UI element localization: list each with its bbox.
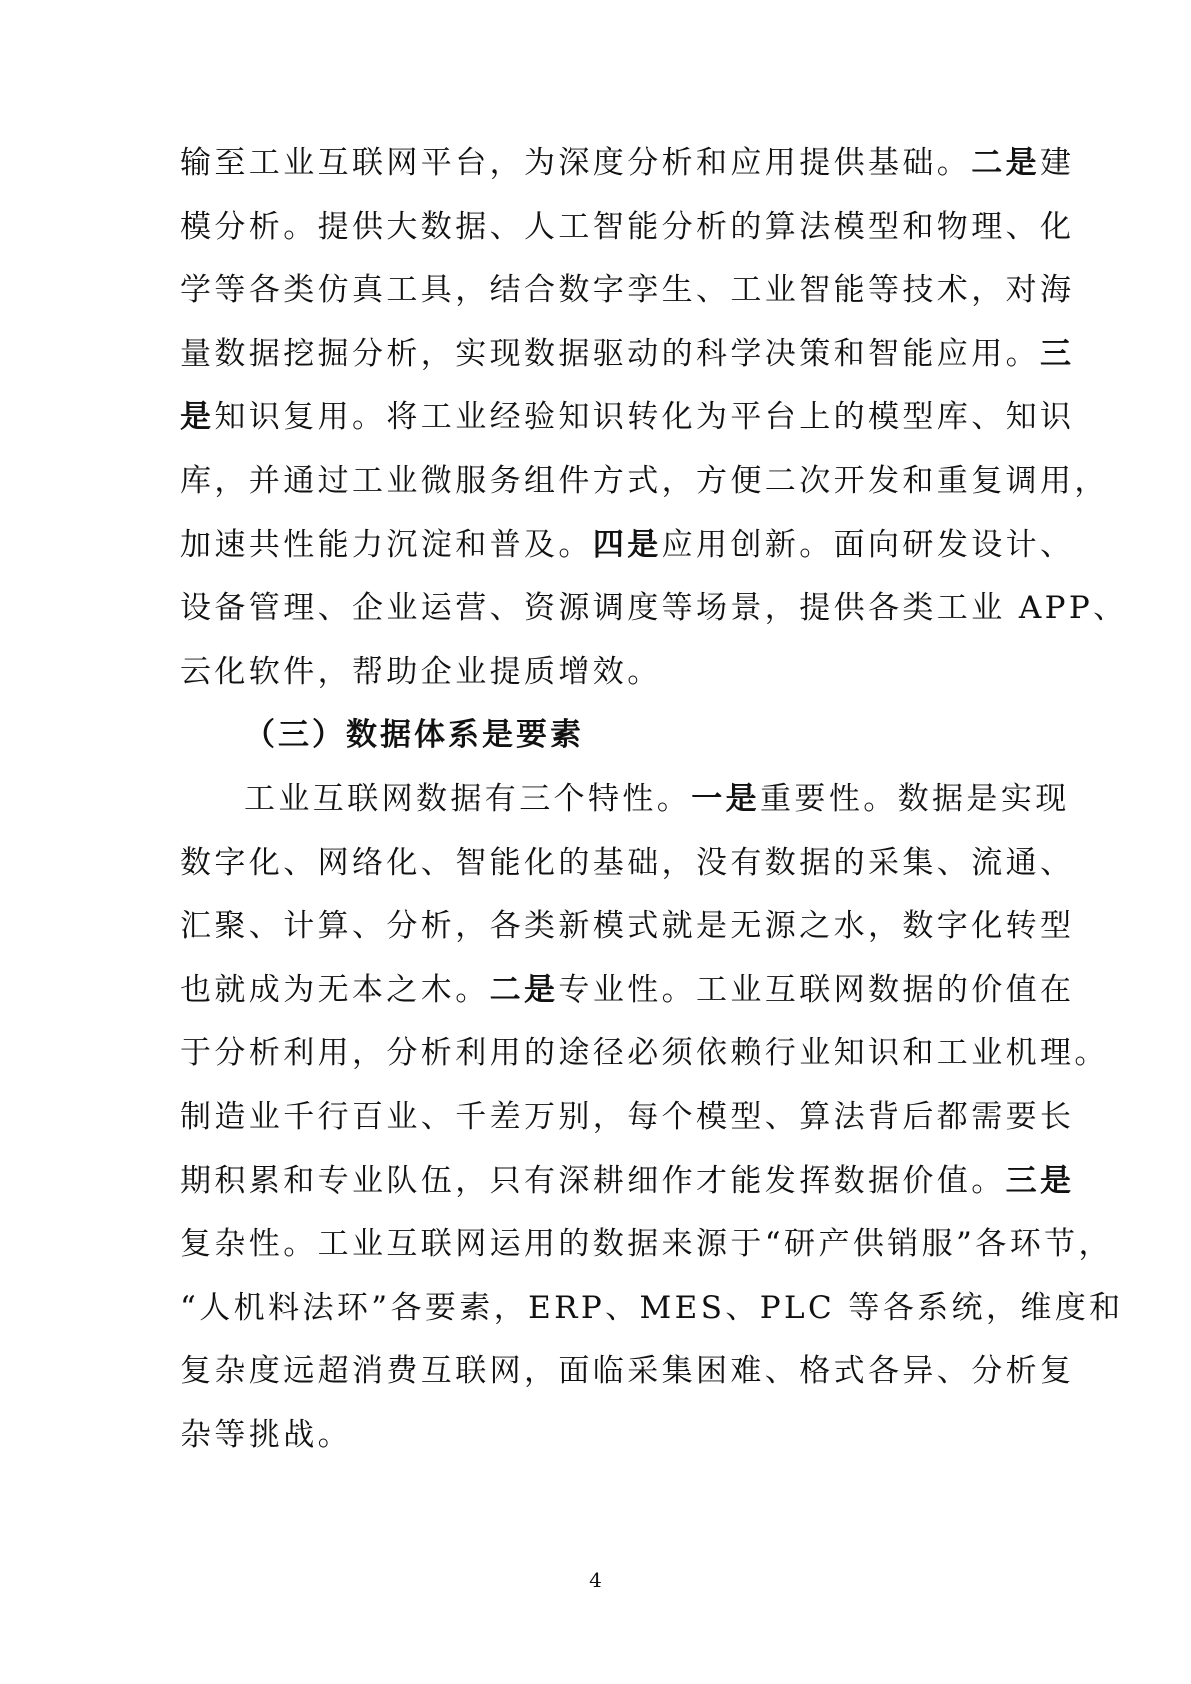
- text-segment: 输至工业互联网平台，为深度分析和应用提供基础。: [180, 145, 972, 181]
- text-segment: 复杂度远超消费互联网，面临采集困难、格式各异、分析复: [180, 1353, 1075, 1390]
- text-line: [180, 641, 1010, 705]
- text-line: [180, 1086, 1075, 1150]
- body-text: [180, 132, 1128, 1467]
- text-segment: 应用创新。面向研发设计、: [661, 526, 1075, 563]
- text-segment: 数字化、网络化、智能化的基础，没有数据的采集、流通、: [180, 844, 1075, 881]
- emphasis-marker: 三是: [1005, 1162, 1075, 1199]
- text-segment: 云化软件，帮助企业提质增效。: [180, 653, 662, 690]
- text-segment: 模分析。提供大数据、人工智能分析的算法模型和物理、化: [180, 208, 1075, 245]
- text-segment: 重要性。数据是实现: [760, 780, 1070, 817]
- text-segment: 复杂性。工业互联网运用的数据来源于“研产供销服”各环节，: [180, 1226, 1113, 1263]
- emphasis-marker: 四是: [592, 526, 662, 563]
- paragraph-platform-functions: [180, 132, 1128, 704]
- text-line: [180, 514, 1075, 578]
- text-line: [180, 895, 1075, 959]
- emphasis-marker: 二是: [489, 971, 559, 1008]
- text-line: [180, 1150, 1075, 1214]
- text-line: [180, 323, 1075, 387]
- text-segment: 知识复用。将工业经验知识转化为平台上的模型库、知识: [214, 399, 1075, 436]
- text-segment: 汇聚、计算、分析，各类新模式就是无源之水，数字化转型: [180, 908, 1075, 945]
- text-segment: 学等各类仿真工具，结合数字孪生、工业智能等技术，对海: [180, 272, 1075, 309]
- text-line: [180, 832, 1075, 896]
- text-line: [180, 1277, 1124, 1341]
- section-heading: （三）数据体系是要素: [244, 717, 584, 754]
- page-number: 4: [589, 1568, 602, 1592]
- text-line: [180, 577, 1128, 641]
- emphasis-marker: 三: [1040, 335, 1075, 372]
- paragraph-data-system: [180, 768, 1124, 1468]
- text-line: [180, 1213, 1113, 1277]
- text-line: [180, 1022, 1109, 1086]
- text-segment: 工业互联网数据有三个特性。: [244, 780, 692, 817]
- emphasis-marker: 是: [180, 399, 215, 436]
- text-segment: 库，并通过工业微服务组件方式，方便二次开发和重复调用，: [180, 462, 1109, 499]
- text-line: [180, 450, 1109, 514]
- text-segment: 建: [1040, 145, 1075, 181]
- text-line: [180, 1404, 1010, 1468]
- text-line: [180, 196, 1075, 260]
- text-segment: 于分析利用，分析利用的途径必须依赖行业知识和工业机理。: [180, 1035, 1109, 1072]
- text-segment: 制造业千行百业、千差万别，每个模型、算法背后都需要长: [180, 1098, 1075, 1135]
- text-segment: 杂等挑战。: [180, 1416, 352, 1453]
- text-line: [180, 1340, 1075, 1404]
- text-segment: 量数据挖掘分析，实现数据驱动的科学决策和智能应用。: [180, 335, 1040, 372]
- text-segment: 设备管理、企业运营、资源调度等场景，提供各类工业 APP、: [180, 590, 1128, 627]
- text-segment: 也就成为无本之木。: [180, 971, 490, 1008]
- text-segment: 专业性。工业互联网数据的价值在: [558, 971, 1075, 1008]
- text-line: [180, 259, 1075, 323]
- text-line: [180, 959, 1075, 1023]
- text-segment: 加速共性能力沉淀和普及。: [180, 526, 593, 563]
- text-segment: “人机料法环”各要素，ERP、MES、PLC 等各系统，维度和: [180, 1289, 1124, 1326]
- text-line: [180, 386, 1075, 450]
- emphasis-marker: 一是: [691, 780, 761, 817]
- emphasis-marker: 二是: [971, 145, 1041, 181]
- text-line: [180, 768, 1070, 832]
- text-line: [180, 132, 1075, 196]
- text-segment: 期积累和专业队伍，只有深耕细作才能发挥数据价值。: [180, 1162, 1006, 1199]
